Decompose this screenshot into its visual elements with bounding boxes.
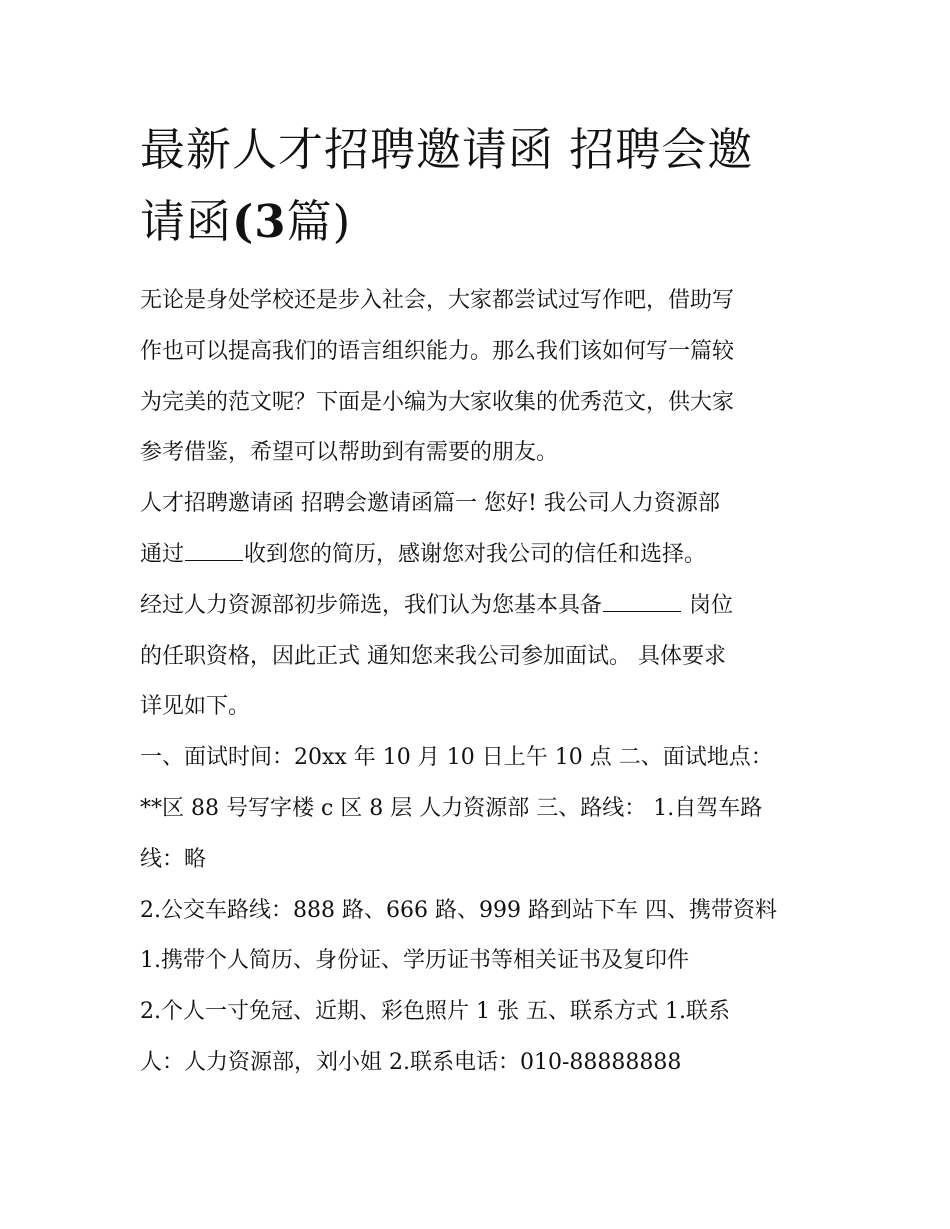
title-line-1: 最新人才招聘邀请函 招聘会邀 xyxy=(140,123,754,176)
detail-line: 1.携带个人简历、身份证、学历证书等相关证书及复印件 xyxy=(140,948,689,974)
letter-line xyxy=(140,581,820,632)
title-line-2-number: (3 xyxy=(232,195,287,248)
page-title xyxy=(140,114,820,258)
fill-in-blank xyxy=(185,538,243,561)
title-line-2-prefix: 请函 xyxy=(140,195,233,248)
letter-text: 收到您的简历，感谢您对我公司的信任和选择。 xyxy=(244,541,707,567)
detail-line: 人：人力资源部，刘小姐 2.联系电话：010-88888888 xyxy=(140,1049,682,1075)
intro-line: 无论是身处学校还是步入社会，大家都尝试过写作吧，借助写 xyxy=(140,288,735,313)
fill-in-blank xyxy=(603,589,681,612)
detail-line: 2.个人一寸免冠、近期、彩色照片 1 张 五、联系方式 1.联系 xyxy=(140,999,730,1025)
detail-line: 一、面试时间：20xx 年 10 月 10 日上午 10 点 二、面试地点： xyxy=(140,745,773,771)
letter-text: 通过 xyxy=(140,541,185,567)
letter-line xyxy=(140,530,820,581)
intro-line: 作也可以提高我们的语言组织能力。那么我们该如何写一篇较 xyxy=(140,338,735,364)
letter-line: 详见如下。 xyxy=(140,694,251,720)
detail-line: **区 88 号写字楼 c 区 8 层 人力资源部 三、路线： 1.自驾车路 xyxy=(140,795,763,821)
detail-line: 线：略 xyxy=(140,846,207,872)
letter-line: 的任职资格，因此正式 通知您来我公司参加面试。 具体要求 xyxy=(140,643,726,669)
letter-text: 经过人力资源部初步筛选，我们认为您基本具备 xyxy=(140,592,603,618)
document-body xyxy=(140,276,820,1089)
letter-text: 岗位 xyxy=(682,592,734,618)
intro-line: 为完美的范文呢？下面是小编为大家收集的优秀范文，供大家 xyxy=(140,389,735,415)
title-line-2-suffix: 篇) xyxy=(286,195,352,248)
detail-line: 2.公交车路线：888 路、666 路、999 路到站下车 四、携带资料 xyxy=(140,897,777,923)
letter-line: 人才招聘邀请函 招聘会邀请函篇一 您好! 我公司人力资源部 xyxy=(140,491,720,517)
intro-line: 参考借鉴，希望可以帮助到有需要的朋友。 xyxy=(140,440,559,466)
